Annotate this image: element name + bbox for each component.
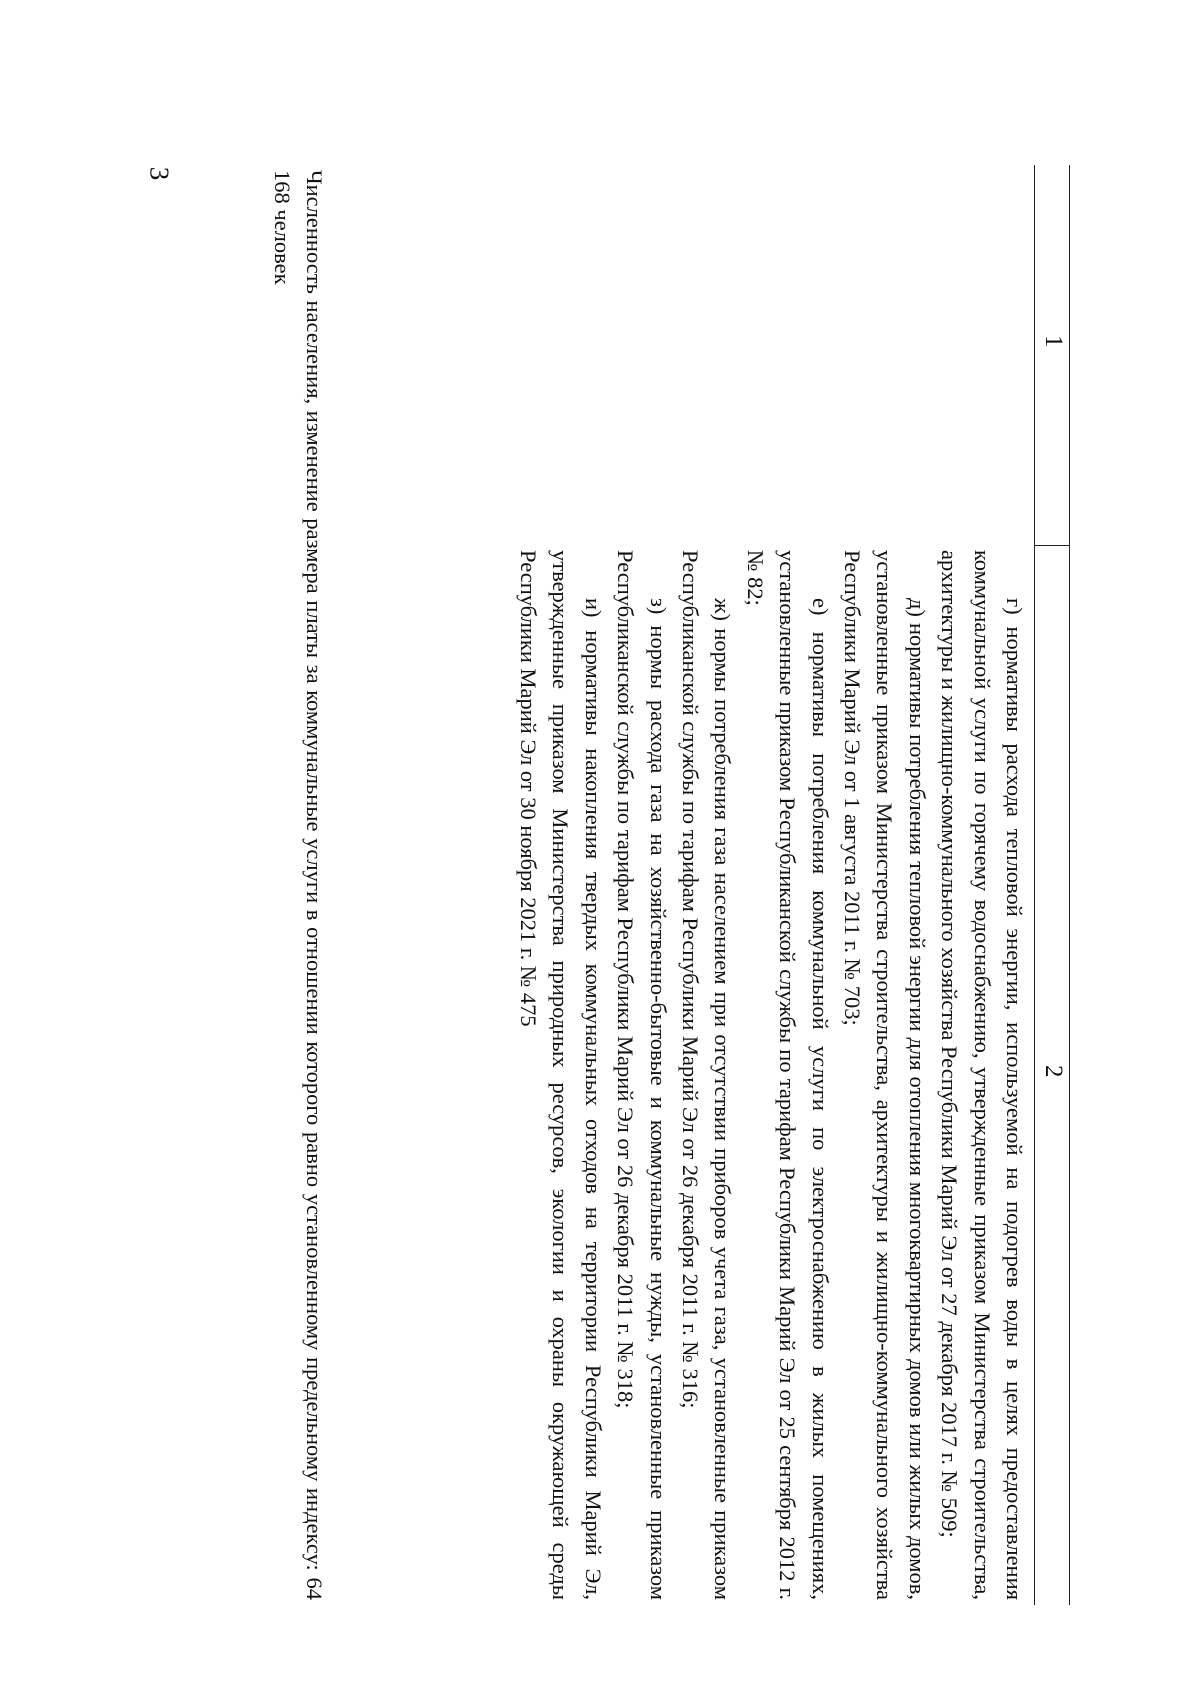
table-cell-content bbox=[512, 550, 1031, 1600]
list-item: и) нормативы накопления твердых коммунальных отходов на территории Республики Марий Эл, утвержденные приказом Министерства природных ресурсов, экологии и охраны окружающей среды Республики Марий Эл от 30 ноября 2021 г. № 475 bbox=[515, 550, 606, 1600]
list-item: г) нормативы расхода тепловой энергии, используемой на подогрев воды в целях предоставления коммунальной услуги по горячему водоснабжению, утвержденные приказом Министерства строительства, архитектуры и жилищно-коммунального хозяйства Республики Марий Эл от 27 декабря 2017 г. № 509; bbox=[937, 550, 1027, 1600]
list-item: ж) нормы потребления газа населением при отсутствии приборов учета газа, установленные приказом Республиканской службы по тарифам Республики Марий Эл от 26 декабря 2011 г. № 316; bbox=[677, 550, 736, 1600]
column-number-2: 2 bbox=[1040, 1065, 1067, 1078]
page-number: 3 bbox=[144, 166, 175, 181]
population-summary-text: Численность населения, изменение размера платы за коммунальные услуги в отношении которого равно установленному предельному индексу: 64 168 человек bbox=[269, 170, 327, 1600]
population-summary bbox=[265, 170, 330, 1600]
table-top-border bbox=[1069, 165, 1070, 1605]
column-number-1: 1 bbox=[1040, 335, 1067, 348]
list-item: з) нормы расхода газа на хозяйственно-бытовые и коммунальные нужды, установленные приказом Республиканской службы по тарифам Республики Марий Эл от 26 декабря 2011 г. № 318; bbox=[613, 550, 671, 1600]
table-column-divider bbox=[1035, 545, 1070, 546]
list-item: д) нормативы потребления тепловой энергии для отопления многоквартирных домов или жилых домов, установленные приказом Министерства строительства, архитектуры и жилищно-коммунального хозяйства Республики Марий Эл от 1 августа 2011 г. № 703; bbox=[839, 550, 930, 1600]
rotated-page-content bbox=[170, 165, 1070, 1605]
table-header-border bbox=[1034, 165, 1035, 1605]
list-item: е) нормативы потребления коммунальной услуги по электроснабжению в жилых помещениях, установленные приказом Республиканской службы по тарифам Республики Марий Эл от 25 сентября 2012 г. № 82; bbox=[742, 550, 833, 1600]
